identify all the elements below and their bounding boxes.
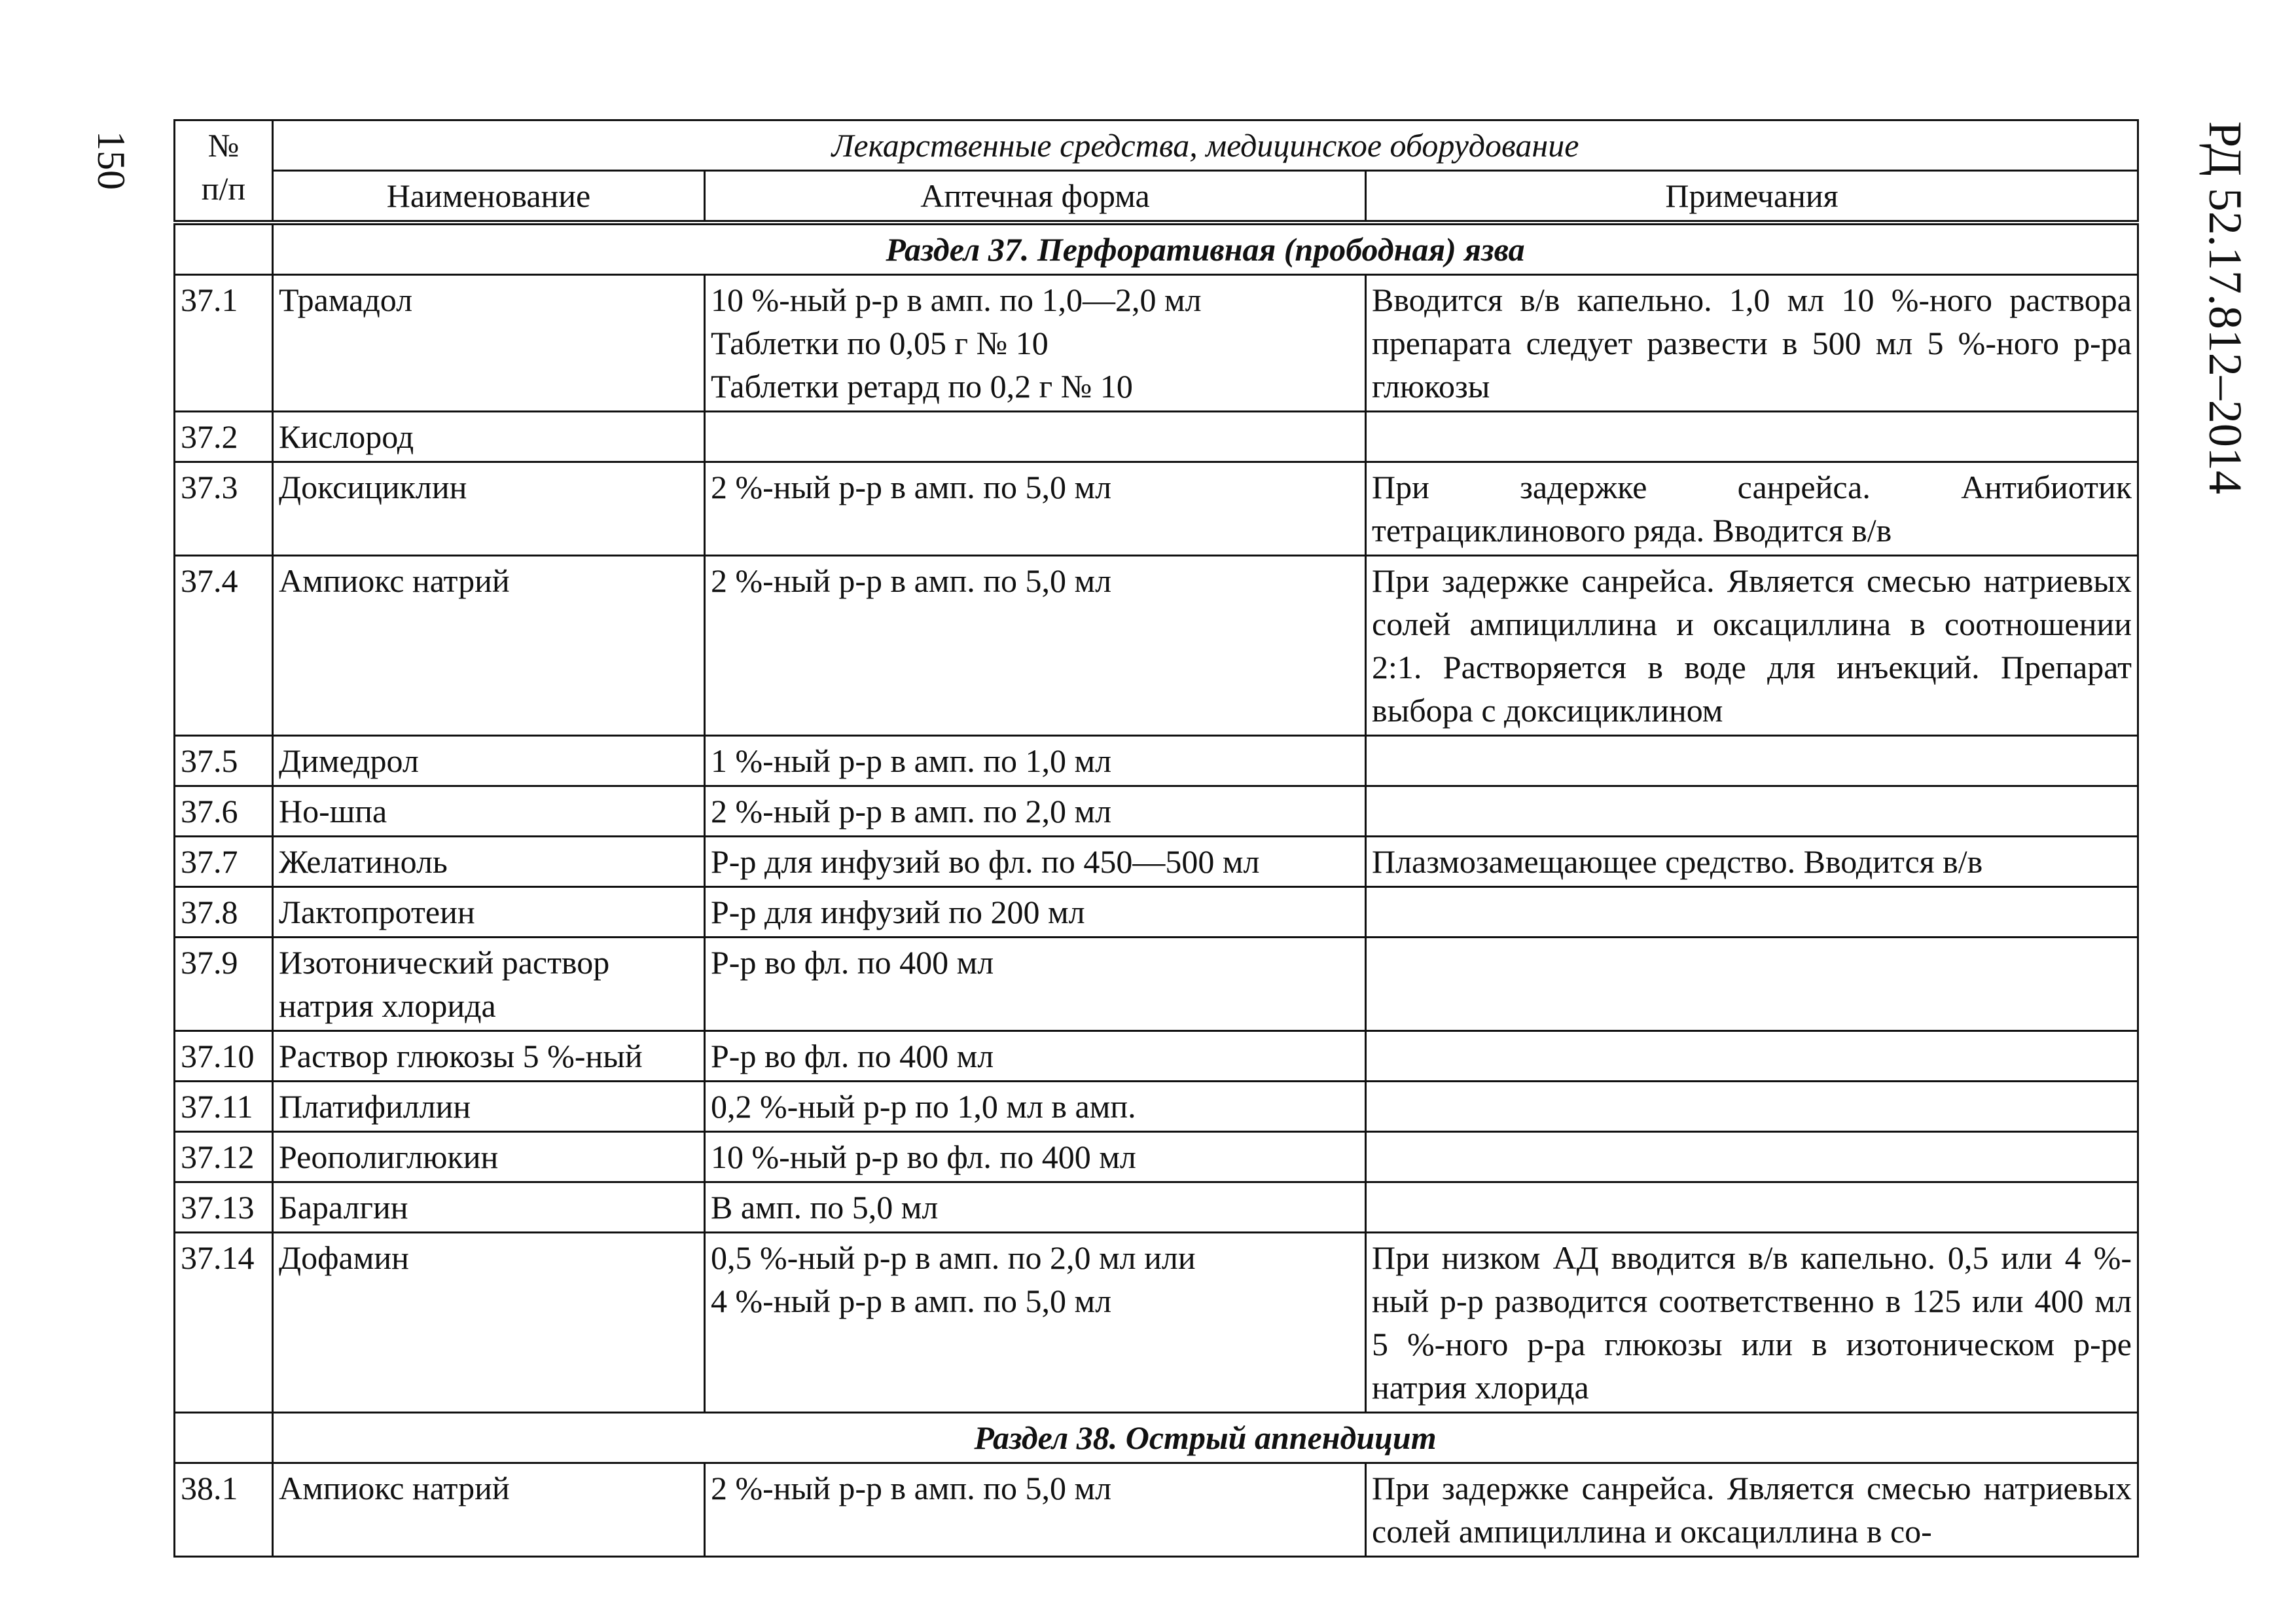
row-form [705,412,1366,462]
row-name: Но-шпа [273,786,705,837]
section-title: Раздел 38. Острый аппендицит [273,1413,2138,1463]
row-note: При задержке санрейса. Является смесью натриевых солей ампициллина и оксациллина в соотношении 2:1. Растворяется в воде для инъекций. Препарат выбора с доксициклином [1366,556,2138,736]
row-note [1366,786,2138,837]
row-form: В амп. по 5,0 мл [705,1182,1366,1233]
row-num: 37.12 [175,1132,273,1182]
table-row [175,462,2138,556]
row-note: Плазмозамещающее средство. Вводится в/в [1366,837,2138,887]
row-note [1366,938,2138,1031]
table-row [175,837,2138,887]
row-name: Ампиокс натрий [273,1463,705,1557]
section-title: Раздел 37. Перфоративная (прободная) язва [273,223,2138,275]
row-note [1366,1132,2138,1182]
row-form: Р-р во фл. по 400 мл [705,938,1366,1031]
row-form: 0,2 %-ный р-р по 1,0 мл в амп. [705,1082,1366,1132]
row-form: 10 %-ный р-р в амп. по 1,0—2,0 мл Таблетки по 0,05 г № 10 Таблетки ретард по 0,2 г № 10 [705,275,1366,412]
header-name: Наименование [273,171,705,223]
row-note [1366,1031,2138,1082]
row-form: 0,5 %-ный р-р в амп. по 2,0 мл или 4 %-ный р-р в амп. по 5,0 мл [705,1233,1366,1413]
table-row [175,786,2138,837]
row-form: 2 %-ный р-р в амп. по 5,0 мл [705,462,1366,556]
header-notes: Примечания [1366,171,2138,223]
row-form: 10 %-ный р-р во фл. по 400 мл [705,1132,1366,1182]
row-num: 37.8 [175,887,273,938]
row-note [1366,887,2138,938]
table-body [175,120,2138,1557]
row-num: 37.2 [175,412,273,462]
row-num: 37.6 [175,786,273,837]
row-name: Лактопротеин [273,887,705,938]
row-form: Р-р во фл. по 400 мл [705,1031,1366,1082]
page-number: 150 [90,131,134,190]
row-num: 37.7 [175,837,273,887]
table-row [175,1463,2138,1557]
row-note [1366,1082,2138,1132]
row-form: Р-р для инфузий во фл. по 450—500 мл [705,837,1366,887]
row-num: 37.1 [175,275,273,412]
table-row [175,1182,2138,1233]
table-row [175,1082,2138,1132]
row-name: Доксициклин [273,462,705,556]
row-form: 2 %-ный р-р в амп. по 2,0 мл [705,786,1366,837]
row-name: Баралгин [273,1182,705,1233]
row-num: 37.10 [175,1031,273,1082]
row-name: Изотонический раствор натрия хлорида [273,938,705,1031]
header-form: Аптечная форма [705,171,1366,223]
section-empty-cell [175,1413,273,1463]
medicines-table [173,119,2139,1558]
row-note [1366,736,2138,786]
row-form: Р-р для инфузий по 200 мл [705,887,1366,938]
row-name: Трамадол [273,275,705,412]
section-empty-cell [175,223,273,275]
row-form: 1 %-ный р-р в амп. по 1,0 мл [705,736,1366,786]
table-row [175,556,2138,736]
section-row [175,223,2138,275]
row-note: При задержке санрейса. Антибиотик тетрациклинового ряда. Вводится в/в [1366,462,2138,556]
row-name: Кислород [273,412,705,462]
section-row [175,1413,2138,1463]
row-note: Вводится в/в капельно. 1,0 мл 10 %-ного раствора препарата следует развести в 500 мл 5 %-ного р-ра глюкозы [1366,275,2138,412]
table-row [175,736,2138,786]
document-code: РД 52.17.812–2014 [2199,121,2252,494]
row-num: 37.9 [175,938,273,1031]
table-row [175,412,2138,462]
row-num: 37.5 [175,736,273,786]
row-name: Платифиллин [273,1082,705,1132]
header-row-cols [175,171,2138,223]
row-name: Раствор глюкозы 5 %-ный [273,1031,705,1082]
row-note [1366,412,2138,462]
row-name: Ампиокс натрий [273,556,705,736]
row-num: 37.14 [175,1233,273,1413]
header-row-top [175,120,2138,171]
header-num: № п/п [175,120,273,223]
row-name: Димедрол [273,736,705,786]
table-row [175,1233,2138,1413]
row-num: 37.13 [175,1182,273,1233]
header-group-title: Лекарственные средства, медицинское оборудование [273,120,2138,171]
row-note: При задержке санрейса. Является смесью натриевых солей ампициллина и оксациллина в со- [1366,1463,2138,1557]
table-row [175,938,2138,1031]
row-num: 37.11 [175,1082,273,1132]
row-form: 2 %-ный р-р в амп. по 5,0 мл [705,556,1366,736]
row-num: 37.4 [175,556,273,736]
table-row [175,887,2138,938]
table-row [175,275,2138,412]
row-name: Реополиглюкин [273,1132,705,1182]
row-num: 37.3 [175,462,273,556]
row-name: Желатиноль [273,837,705,887]
row-note: При низком АД вводится в/в капельно. 0,5 или 4 %-ный р-р разводится соответственно в 125 или 400 мл 5 %-ного р-ра глюкозы или в изотоническом р-ре натрия хлорида [1366,1233,2138,1413]
table-row [175,1031,2138,1082]
row-form: 2 %-ный р-р в амп. по 5,0 мл [705,1463,1366,1557]
table-row [175,1132,2138,1182]
row-note [1366,1182,2138,1233]
row-name: Дофамин [273,1233,705,1413]
row-num: 38.1 [175,1463,273,1557]
